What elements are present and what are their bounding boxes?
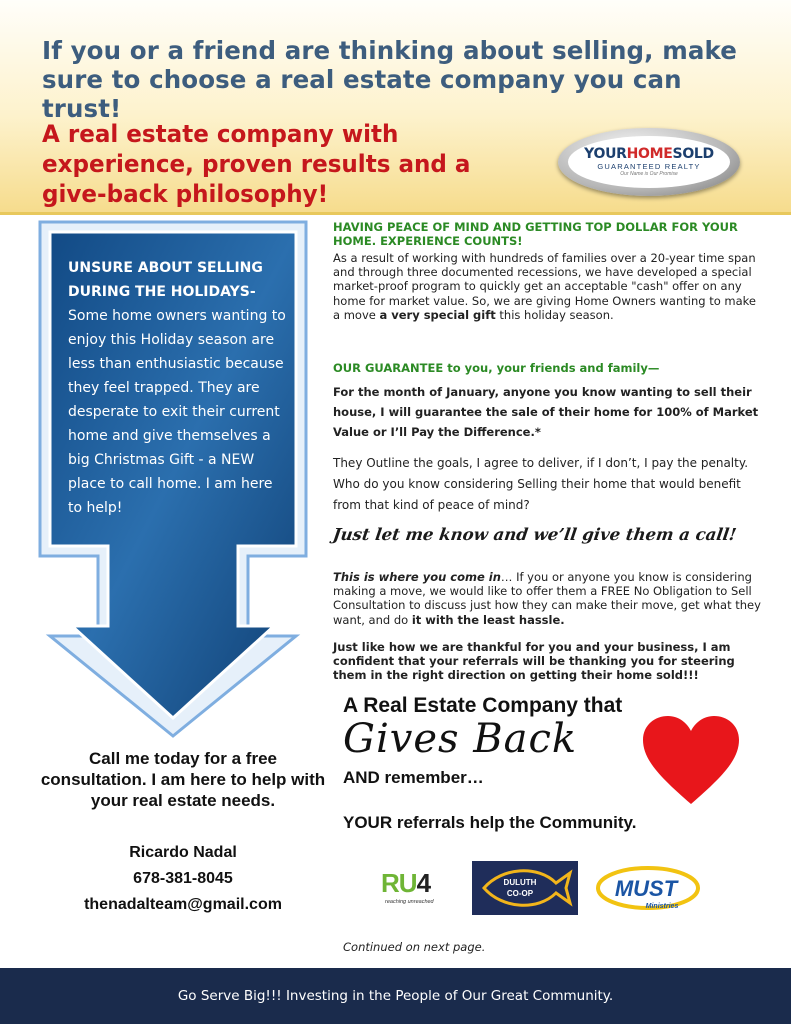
thankful-paragraph: Just like how we are thankful for you and your business, I am confident that your referrals will be thanking you for steering them in the right direction on getting their home sold!!! — [333, 640, 735, 683]
remember-line: AND remember… — [343, 768, 484, 787]
section-title-peace-of-mind: HAVING PEACE OF MIND AND GETTING TOP DOLLAR FOR YOUR HOME. EXPERIENCE COUNTS! — [333, 220, 738, 249]
guarantee-statement: For the month of January, anyone you know wanting to sell their house, I will guarantee the sale of their home for 100% of Market Value or I’ll Pay the Difference.* — [333, 385, 759, 439]
call-to-action: Call me today for a free consultation. I am here to help with your real estate needs. — [40, 749, 326, 810]
duluth-co-op-logo — [472, 861, 578, 915]
logo-name-home: HOME — [626, 146, 673, 162]
contact-name: Ricardo Nadal — [129, 844, 237, 861]
contact-phone[interactable]: 678-381-8045 — [133, 870, 233, 887]
logo-name-your: YOUR — [584, 146, 627, 162]
duluth-logo-text: DULUTH — [503, 878, 537, 887]
come-in-bold: it with the least hassle. — [411, 612, 565, 627]
must-logo-sub: Ministries — [645, 903, 679, 910]
body-text: As a result of working with hundreds of families over a 20-year time span and through three documented recessions, we have developed a special market-proof program to quickly get an acceptable "cash" offer on any home for market value. So, we are giving Home Owners wanting to make a move — [333, 251, 756, 322]
logo-name — [568, 146, 730, 162]
section-body-experience — [333, 251, 763, 322]
body-bold-text: a very special gift — [379, 307, 496, 322]
contact-info — [40, 840, 326, 918]
contact-email[interactable]: thenadalteam@gmail.com — [84, 896, 282, 913]
ru4-logo-main: RU4 — [381, 868, 431, 898]
logo-name-sold: SOLD — [672, 146, 714, 162]
come-in-lead: This is where you come in — [333, 570, 501, 584]
must-logo-text: MUST — [614, 876, 678, 901]
company-logo — [558, 128, 740, 196]
ru4-logo — [381, 868, 461, 912]
duluth-logo-text2: CO-OP — [506, 889, 534, 898]
script-callout: Just let me know and we’ll give them a call! — [331, 525, 738, 544]
come-in-paragraph — [333, 570, 763, 627]
arrow-title: UNSURE ABOUT SELLING DURING THE HOLIDAYS- — [68, 260, 263, 300]
gives-back-heading: A Real Estate Company that — [343, 694, 623, 717]
ru4-logo-text — [381, 868, 430, 899]
gives-back-script: Gives Back — [343, 716, 578, 762]
guarantee-body: They Outline the goals, I agree to deliver, if I don’t, I pay the penalty. Who do you know considering Selling their home that would benefit from that kind of peace of mind? — [333, 456, 749, 512]
headline: If you or a friend are thinking about selling, make sure to choose a real estate company you can trust! — [42, 36, 737, 123]
continued-note: Continued on next page. — [343, 940, 486, 954]
footer-bar: Go Serve Big!!! Investing in the People of Our Great Community. — [0, 968, 791, 1024]
arrow-body: Some home owners wanting to enjoy this Holiday season are less than enthusiastic because they feel trapped. They are desperate to exit their current home and give themselves a big Christmas Gift - a NEW place to call home. I am here to help! — [68, 308, 286, 516]
heart-icon — [641, 714, 741, 806]
logo-subtitle: GUARANTEED REALTY — [597, 162, 701, 171]
ru4-tagline: reaching unreached — [385, 899, 434, 905]
header-banner — [0, 0, 791, 215]
arrow-message — [68, 256, 290, 520]
come-in-body: … If you or anyone you know is considering making a move, we would like to offer them a FREE No Obligation to Sell Consultation to discuss just how they can make their move, get what they want, and do — [333, 570, 761, 627]
body-text-end: this holiday season. — [495, 307, 614, 322]
subheadline: A real estate company with experience, proven results and a give-back philosophy! — [42, 120, 471, 208]
must-ministries-logo — [596, 864, 700, 914]
guarantee-title: OUR GUARANTEE to you, your friends and family— — [333, 361, 660, 375]
referrals-line: YOUR referrals help the Community. — [343, 813, 637, 832]
logo-tagline: Our Name is Our Promise — [620, 171, 678, 177]
logo-badge — [568, 136, 730, 188]
